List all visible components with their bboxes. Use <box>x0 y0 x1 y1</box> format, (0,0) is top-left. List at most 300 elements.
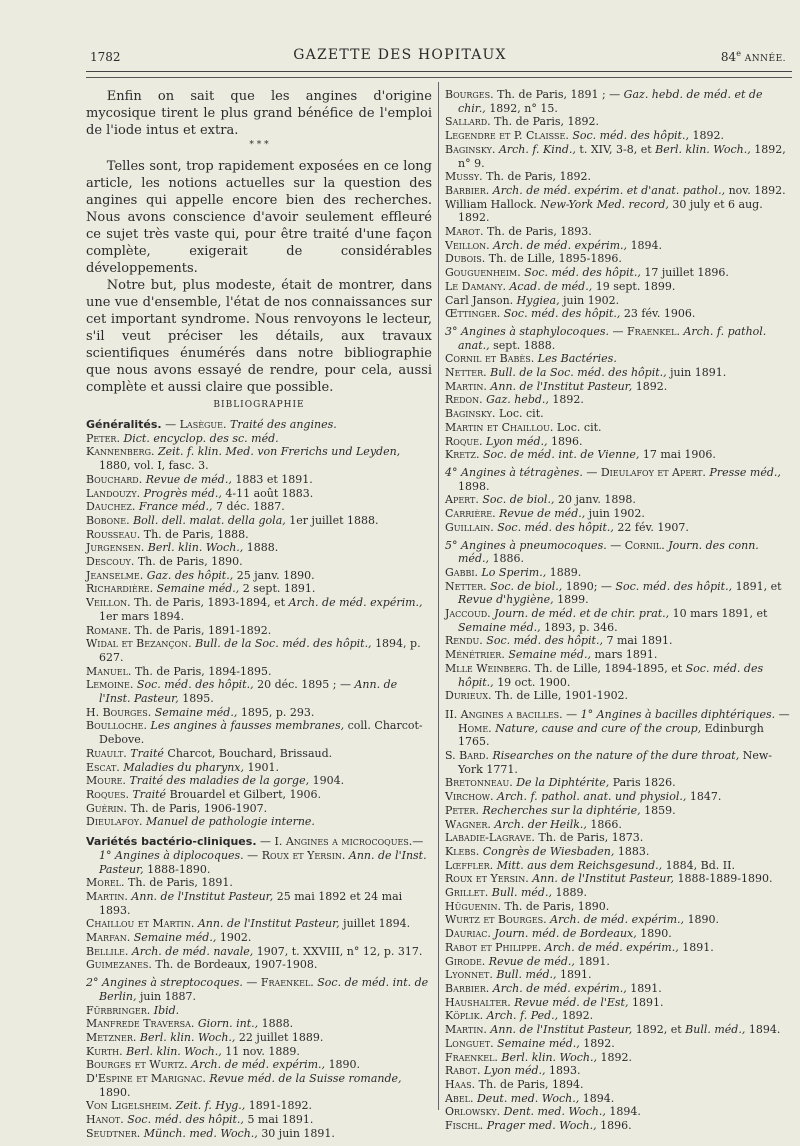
author: Abel. <box>445 1091 474 1105</box>
bib-entry <box>86 432 432 446</box>
bib-entry <box>445 129 793 143</box>
work-title: Soc. méd. des hôpit., <box>127 1113 244 1127</box>
bib-entry <box>86 774 432 788</box>
bib-entry <box>445 927 793 941</box>
author: Dieulafoy. <box>86 815 143 829</box>
citation-detail: 1866. <box>590 817 622 831</box>
work-title: Soc. méd. des hôpit., <box>458 661 764 689</box>
bib-entry <box>445 380 793 394</box>
bib-entry <box>445 790 793 804</box>
work-title: Manuel de pathologie interne. <box>146 815 315 829</box>
work-title: Soc. méd. des hôpit., <box>136 678 254 692</box>
bib-entry <box>445 982 793 996</box>
citation-detail: Th. de Paris, 1892. <box>494 115 599 129</box>
work-title: Ann. de l'Institut Pasteur, <box>131 889 274 903</box>
author: Bellile. <box>86 944 129 958</box>
citation-detail: 25 mai 1892 et 24 mai 1893. <box>99 889 403 917</box>
citation-detail: 1892. <box>552 393 584 407</box>
bib-entry <box>445 804 793 818</box>
bib-entry <box>445 648 793 662</box>
citation-detail: 17 juillet 1896. <box>644 266 729 280</box>
author: Gouguenheim. <box>445 266 521 280</box>
author: Fischl. <box>445 1119 484 1133</box>
work-title: Traité <box>130 746 164 760</box>
citation-detail: 1883 et 1891. <box>235 472 313 486</box>
citation-detail: Th. de Paris, 1890. <box>504 899 610 913</box>
work-title: Soc. méd. des hôpit., <box>503 307 621 321</box>
author: Fraenkel. <box>445 1050 498 1064</box>
work-title: Semaine méd., <box>133 931 217 945</box>
work-title: Recherches sur la diphtérie, <box>482 803 641 817</box>
author: Metzner. <box>86 1030 137 1044</box>
bib-entry <box>86 528 432 542</box>
bib-entry <box>86 1127 432 1141</box>
work-title: Semaine méd., <box>508 648 591 662</box>
bib-entry <box>86 1113 432 1127</box>
author: Ruault. <box>86 746 127 760</box>
author: Home. <box>458 721 492 735</box>
work-title: Traité <box>132 787 167 801</box>
author: Klebs. <box>445 844 480 858</box>
author: Bourges et Wurtz. <box>86 1058 188 1072</box>
bib-entry <box>86 890 432 917</box>
citation-detail: 30 juin 1891. <box>261 1126 335 1140</box>
work-title: Arch. f. Ped., <box>486 1009 559 1023</box>
author: Bouchard. <box>86 472 143 486</box>
work-title: Gaz. hebd. de méd. et de chir., <box>458 88 763 115</box>
author: Jeanselme. <box>86 568 144 582</box>
author: Romane. <box>86 623 132 637</box>
citation-detail: 7 mai 1891. <box>606 634 673 648</box>
citation-detail: 1893. <box>549 1064 581 1078</box>
work-title: Soc. méd. des hôpit., <box>524 266 641 280</box>
work-title: New-York Med. record, <box>540 197 669 211</box>
citation-detail: 1895. <box>182 692 214 706</box>
citation-detail: 1891. <box>560 968 592 982</box>
bib-entry <box>445 566 793 580</box>
work-title: Arch. de méd. expérim., <box>492 982 627 995</box>
author: Roques. <box>86 787 129 801</box>
author: Manuel. <box>86 664 132 678</box>
bib-entry <box>86 665 432 679</box>
work-title: Revue méd. de la Suisse romande, <box>209 1072 402 1086</box>
author: Veillon. <box>445 238 490 252</box>
bib-entry <box>445 831 793 845</box>
bib-entry <box>86 788 432 802</box>
paragraph-1: Enfin on sait que les angines d'origine mycosique tirent le plus grand bénéfice de l'emploi de l'iode intus et extra. <box>86 89 432 138</box>
work-title: Arch. f. Kind., <box>498 142 576 156</box>
bib-entry <box>445 435 793 449</box>
author: Landouzy. <box>86 486 141 500</box>
author: Sallard. <box>445 115 491 129</box>
work-title: Prager med. Woch., <box>486 1119 597 1133</box>
header-rule-thick <box>86 71 792 72</box>
author: Carrière. <box>445 507 496 521</box>
citation-detail: Th. de Paris, 1890. <box>137 555 243 569</box>
citation-detail: 1883. <box>617 844 650 858</box>
citation-detail: 1892, et <box>635 1023 682 1037</box>
citation-detail: Charcot, Bouchard, Brissaud. <box>167 746 333 760</box>
bib-entry <box>445 1119 793 1133</box>
citation-detail: 1847. <box>689 790 722 804</box>
bib-entry <box>86 1072 432 1099</box>
author: Manfrede Traversa. <box>86 1017 195 1031</box>
work-title: Soc. de biol., <box>490 579 563 593</box>
bib-entry <box>445 859 793 873</box>
bib-entry <box>445 580 793 607</box>
author: Lasègue. <box>179 418 227 431</box>
volume-word: ANNÉE. <box>744 54 786 64</box>
bib-entry <box>86 706 432 720</box>
work-title: Lyon méd., <box>485 434 548 448</box>
author: Baginsky. <box>445 407 496 421</box>
work-title: Arch. de méd. expérim., <box>191 1058 326 1072</box>
bib-entry <box>445 521 793 535</box>
bib-entry <box>445 955 793 969</box>
bib-entry <box>86 802 432 816</box>
bib-entry <box>445 607 793 634</box>
citation-detail: 1er mars 1894. <box>99 609 185 623</box>
work-title: Soc. méd. des hôpit., <box>497 520 614 534</box>
citation-detail: Th. de Lille, 1901-1902. <box>495 689 629 703</box>
bib-entry <box>86 1058 432 1072</box>
author: Descouy. <box>86 555 135 569</box>
work-title: De la Diphtérite, <box>516 776 610 790</box>
author: Veillon. <box>86 596 131 610</box>
bib-entry <box>86 958 432 972</box>
author: Rendu. <box>445 634 483 648</box>
work-title: Ann. de l'Institut Pasteur, <box>532 872 675 886</box>
subsection-heading: — I. Angines a microcoques.— <box>260 835 424 849</box>
work-title: Revue de méd., <box>145 472 232 486</box>
bib-entry <box>445 352 793 366</box>
author: Seudtner. <box>86 1126 141 1140</box>
subsection-title: 3° Angines à staphylocoques. <box>445 324 610 338</box>
work-title: Progrès méd., <box>143 486 222 500</box>
work-title: Gaz. des hôpit., <box>146 568 234 582</box>
work-title: Revue de méd., <box>499 507 586 521</box>
author: Kannenberg. <box>86 445 155 459</box>
work-title: Ann. de l'Inst. Pasteur, <box>99 848 427 876</box>
volume-number: 84 <box>720 50 737 64</box>
citation-detail: 1904. <box>312 774 345 788</box>
citation-detail: 1890. <box>640 927 672 941</box>
citation-detail: 1890. <box>687 913 720 927</box>
citation-detail: 1892. <box>600 1050 632 1064</box>
bib-entry <box>445 913 793 927</box>
bib-entry <box>445 170 793 184</box>
citation-detail: 1907, t. XXVIII, n° 12, p. 317. <box>256 944 423 958</box>
work-title: Arch. f. pathol. anat., <box>458 324 767 352</box>
author: Fraenkel. <box>260 976 314 990</box>
citation-detail: Edinburgh 1765. <box>458 721 764 749</box>
author: Orlowsky. <box>445 1105 501 1119</box>
bib-entry <box>445 1037 793 1051</box>
work-title: Les Bactéries. <box>537 352 617 366</box>
work-title: Soc. méd. des hôpit., <box>572 129 689 143</box>
author: Guillain. <box>445 520 494 534</box>
right-column <box>445 88 793 1133</box>
citation-detail: Th. de Paris, 1893-1894, et <box>134 596 286 610</box>
author: S. Bard. <box>445 749 489 763</box>
header-rule-thin <box>86 77 792 78</box>
citation-detail: Loc. cit. <box>556 420 602 434</box>
bib-entry <box>86 815 432 829</box>
work-title: Mitt. aus dem Reichsgesund., <box>496 858 663 872</box>
work-title: Soc. de biol., <box>482 493 555 507</box>
citation-detail: 1891. <box>578 954 610 968</box>
work-title: Ann. de l'Institut Pasteur, <box>490 1023 633 1037</box>
citation-detail: Th. de Paris, 1894-1895. <box>134 664 272 678</box>
citation-detail: 1890; — <box>565 579 612 593</box>
author: Roux et Yersin. <box>445 872 529 886</box>
citation-detail: Paris 1826. <box>612 776 676 790</box>
citation-detail: 2 sept. 1891. <box>242 582 316 596</box>
work-title: Dict. encyclop. des sc. méd. <box>123 431 279 445</box>
work-title: Journ. méd. de Bordeaux, <box>494 927 637 941</box>
citation-detail: Loc. cit. <box>498 407 544 421</box>
bib-entry: 5° Angines à pneumocoques. — Cornil. Journ. des conn. méd., 1886. <box>445 538 759 566</box>
work-title: Ann. de l'Institut Pasteur, <box>490 379 633 393</box>
citation-detail: 1892, n° 9. <box>458 142 786 170</box>
author: Haushalter. <box>445 995 511 1009</box>
author: Hüguenin. <box>445 899 501 913</box>
author: Fürbringer. <box>86 1003 151 1017</box>
work-title: Soc. méd. des hôpit., <box>486 634 603 648</box>
citation-detail: 1884, Bd. II. <box>665 858 735 872</box>
subsection-title: 2° Angines à streptocoques. <box>86 976 243 990</box>
bib-entry: 2° Angines à streptocoques. — Fraenkel. Soc. de méd. int. de Berlin, juin 1887. <box>86 976 429 1003</box>
citation-detail: 1895, p. 293. <box>240 705 315 719</box>
author: Legendre et P. Claisse. <box>445 129 569 143</box>
column-divider <box>438 82 439 1110</box>
citation-detail: 1889. <box>549 565 582 579</box>
work-title: France méd., <box>138 500 213 514</box>
author: D'Espine et Marignac. <box>86 1072 206 1086</box>
work-title: Deut. med. Woch., <box>476 1091 580 1105</box>
author: Bobone. <box>86 513 130 527</box>
work-title: Semaine méd., <box>458 620 541 634</box>
work-title: Boll. dell. malat. della gola, <box>133 513 286 527</box>
citation-detail: 1888. <box>246 541 279 555</box>
author: Köplik. <box>445 1009 484 1023</box>
work-title: Berl. klin. Woch., <box>501 1050 597 1064</box>
bib-entry <box>445 1051 793 1065</box>
work-title: Hygiea, <box>516 293 560 307</box>
bib-entry <box>86 747 432 761</box>
work-title: Arch. f. pathol. anat. und physiol., <box>497 790 687 804</box>
author: Marfan. <box>86 931 131 945</box>
author: Rabot. <box>445 1064 481 1078</box>
work-title: Arch. de méd. expérim., <box>493 238 628 252</box>
paragraph-3: Notre but, plus modeste, était de montrer, dans une vue d'ensemble, l'état de nos connaissances sur cet important syndrome. Nous renvoyons le lecteur, s'il veut préciser les détails, aux travaux scientifiques énumérés dans notre bibliographie que nous avons essayé de rendre, pour cela, aussi complète et aussi claire que possible. <box>86 278 432 395</box>
work-title: Les angines à fausses membranes, <box>150 719 345 733</box>
citation-detail: Brouardel et Gilbert, 1906. <box>169 787 321 801</box>
work-title: Berl. klin. Woch., <box>139 1030 236 1044</box>
author: Martin. <box>445 1023 487 1037</box>
volume-label <box>721 49 786 64</box>
bib-entry <box>86 1099 432 1113</box>
citation-detail: 1894. <box>582 1091 615 1105</box>
citation-detail: 22 fév. 1907. <box>617 520 689 534</box>
author: Mussy. <box>445 170 483 184</box>
citation-detail: Th. de Bordeaux, 1907-1908. <box>155 958 318 972</box>
author: Rousseau. <box>86 527 141 541</box>
author: Wagner. <box>445 817 491 831</box>
citation-detail: Th. de Lille, 1895-1896. <box>488 252 622 266</box>
work-title: Journ. de méd. et de chir. prat., <box>494 607 670 621</box>
bib-entry <box>86 569 432 583</box>
author: Barbier. <box>445 982 490 995</box>
author: Kurth. <box>86 1044 123 1058</box>
work-title: Bull. méd., <box>685 1023 746 1037</box>
bib-entry <box>86 473 432 487</box>
work-title: Berl. klin. Woch., <box>126 1044 222 1058</box>
subsection-title: 1° Angines à bacilles diphtériques. <box>580 707 776 721</box>
work-title: Gaz. hebd., <box>486 393 549 407</box>
author: Baginsky. <box>445 142 496 156</box>
author: Ménétrier. <box>445 648 505 662</box>
author: Lemoine. <box>86 678 134 692</box>
citation-detail: 1er juillet 1888. <box>289 513 379 527</box>
bib-entry <box>86 541 432 555</box>
citation-detail: 1901. <box>247 760 279 774</box>
author: Widal et Bezançon. <box>86 637 192 651</box>
author: Morel. <box>86 876 125 890</box>
citation-detail: 1896. <box>600 1119 632 1133</box>
bib-entry <box>86 678 432 705</box>
bib-entry <box>86 917 432 931</box>
bib-entry <box>86 945 432 959</box>
bib-entry <box>445 507 793 521</box>
work-title: Berl. klin. Woch., <box>147 541 244 555</box>
citation-detail: Th. de Paris, 1894. <box>478 1077 584 1091</box>
bib-entry <box>445 115 793 129</box>
author: Jaccoud. <box>445 607 491 621</box>
citation-detail: 1890. <box>99 1085 131 1099</box>
work-title: Berl. klin. Woch., <box>655 142 751 156</box>
work-title: Journ. des conn. méd., <box>458 538 759 566</box>
citation-detail: juin 1902. <box>563 293 620 307</box>
author: Longuet. <box>445 1036 494 1050</box>
work-title: Lo Sperim., <box>481 565 547 579</box>
citation-detail: 1888. <box>261 1017 294 1031</box>
bib-entry <box>445 872 793 886</box>
author: Mlle Weinberg. <box>445 661 532 675</box>
bib-entry <box>445 1078 793 1092</box>
citation-detail: 30 july et 6 aug. 1892. <box>458 197 763 225</box>
work-title: Münch. med. Woch., <box>143 1126 258 1140</box>
citation-detail: 1902. <box>219 931 252 945</box>
page-number: 1782 <box>90 50 121 64</box>
author: Bourges. <box>445 88 494 101</box>
citation-detail: 5 mai 1891. <box>247 1113 314 1127</box>
subsection-heading: II. Angines a bacilles. — <box>445 707 578 721</box>
section-heading: Généralités. <box>86 418 162 431</box>
citation-detail: Th. de Paris, 1888. <box>143 527 249 541</box>
work-title: Ann. de l'Institut Pasteur, <box>197 917 340 931</box>
work-title: Acad. de méd., <box>509 279 593 293</box>
citation-detail: 1894, p. 627. <box>99 637 421 664</box>
work-title: Arch. der Heilk., <box>494 817 587 831</box>
citation-detail: 17 mai 1906. <box>642 448 716 462</box>
bib-entry <box>445 634 793 648</box>
work-title: Semaine méd., <box>156 582 240 596</box>
bib-entry <box>445 184 793 198</box>
citation-detail: 1894. <box>748 1023 781 1037</box>
citation-detail: 4-11 août 1883. <box>225 486 314 500</box>
citation-detail: 10 mars 1891, et <box>672 607 768 621</box>
author: Peter. <box>445 803 479 817</box>
author: Rabot et Philippe. <box>445 940 542 954</box>
work-title: Semaine méd., <box>497 1036 580 1050</box>
author: Lœffler. <box>445 858 494 872</box>
author: Peter. <box>86 431 120 445</box>
citation-detail: Th. de Paris, 1873. <box>538 831 644 845</box>
bib-entry <box>86 1017 432 1031</box>
bib-entry: Généralités. — Lasègue. Traité des angines. <box>86 418 337 431</box>
bib-entry <box>445 689 793 703</box>
author: Œttinger. <box>445 307 501 321</box>
section-stars: * * * <box>249 140 269 150</box>
citation-detail: 1891, et <box>735 579 782 593</box>
bib-entry <box>445 1105 793 1119</box>
bib-entry <box>86 624 432 638</box>
bib-entry <box>445 421 793 435</box>
work-title: Dent. med. Woch., <box>503 1105 606 1119</box>
work-title: Revue d'hygiène, <box>458 593 554 607</box>
author: Jurgensen. <box>86 541 145 555</box>
author: Martin. <box>86 889 128 903</box>
work-title: Bull. méd., <box>496 968 557 982</box>
bib-entry <box>86 500 432 514</box>
citation-detail: Th. de Paris, 1892. <box>486 170 591 184</box>
bib-entry <box>445 252 793 266</box>
bib-entry <box>86 582 432 596</box>
author: Roque. <box>445 434 483 448</box>
author: Richardière. <box>86 582 154 596</box>
bib-entry <box>445 941 793 955</box>
bib-entry <box>445 294 793 308</box>
bib-entry <box>445 366 793 380</box>
work-title: Giorn. int., <box>197 1017 259 1031</box>
work-title: Revue méd. de l'Est, <box>514 995 629 1009</box>
author: Girode. <box>445 954 486 968</box>
work-title: Ann. de l'Inst. Pasteur, <box>99 678 398 706</box>
citation-detail: 20 janv. 1898. <box>557 493 636 507</box>
citation-detail: 1894. <box>630 238 663 252</box>
citation-detail: juin 1887. <box>139 989 197 1003</box>
work-title: Nature, cause and cure of the croup, <box>495 721 702 735</box>
citation-detail: Th. de Lille, 1894-1895, et <box>534 661 683 675</box>
bib-entry <box>445 1009 793 1023</box>
bib-entry <box>86 1045 432 1059</box>
bib-entry <box>86 876 432 890</box>
citation-detail: coll. Charcot-Debove. <box>99 719 423 747</box>
work-title: Lyon méd., <box>483 1064 546 1078</box>
work-title: Soc. de méd. int. de Berlin, <box>99 976 429 1003</box>
citation-detail: 22 juillet 1889. <box>238 1030 324 1044</box>
bib-entry <box>445 307 793 321</box>
bib-entry <box>445 448 793 462</box>
work-title: Arch. de méd. navale, <box>131 944 254 958</box>
bib-entry <box>445 266 793 280</box>
author: Dauriac. <box>445 927 491 941</box>
citation-detail: 1892. <box>635 379 668 393</box>
bib-entry <box>86 487 432 501</box>
work-title: Revue de méd., <box>488 954 575 968</box>
author: Grillet. <box>445 886 489 900</box>
